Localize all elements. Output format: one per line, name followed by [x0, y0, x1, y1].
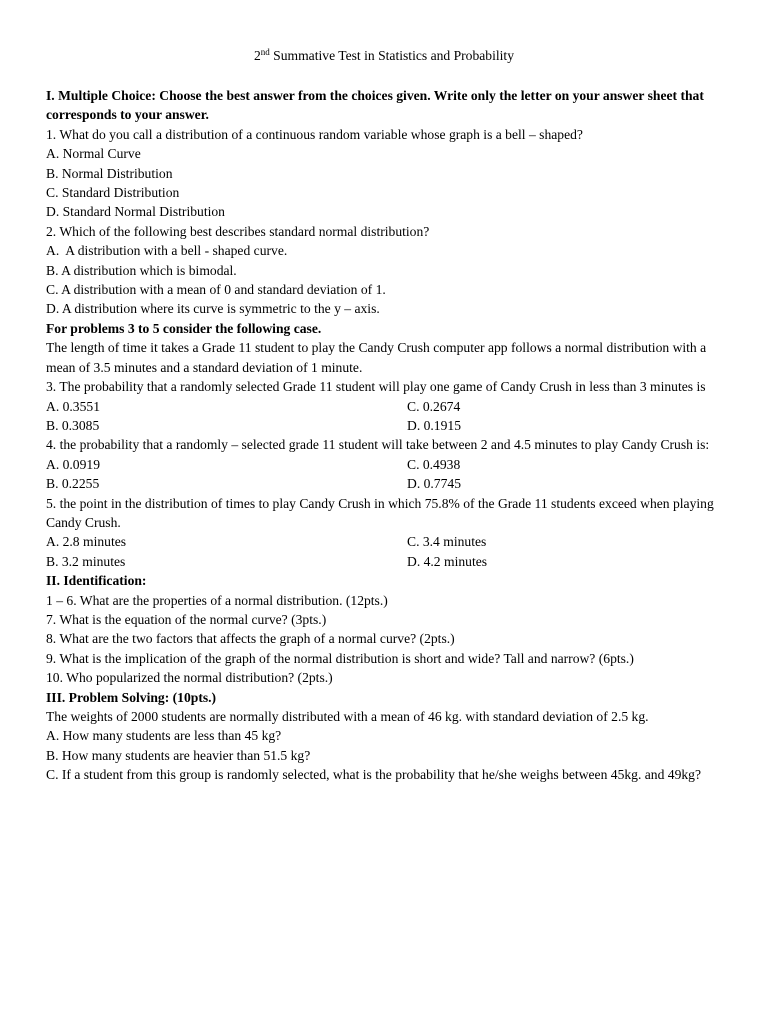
part2-heading: II. Identification:	[46, 573, 147, 589]
q2-choice-c: C. A distribution with a mean of 0 and standard deviation of 1.	[46, 282, 386, 298]
case-text: The length of time it takes a Grade 11 student to play the Candy Crush computer app follows a normal distribution with a mean of 3.5 minutes and a standard deviation of 1 minute.	[46, 340, 707, 375]
q5-choices-row-1	[46, 532, 726, 551]
q2-text: 2. Which of the following best describes standard normal distribution?	[46, 223, 430, 239]
identification-item: 10. Who popularized the normal distribution? (2pts.)	[46, 670, 333, 686]
part3-heading: III. Problem Solving: (10pts.)	[46, 689, 217, 705]
problem-item: A. How many students are less than 45 kg?	[46, 728, 282, 744]
q3-text: 3. The probability that a randomly selected Grade 11 student will play one game of Candy Crush in less than 3 minutes is	[46, 379, 706, 395]
problem-item: C. If a student from this group is randomly selected, what is the probability that he/she weighs between 45kg. and 49kg?	[46, 767, 702, 783]
problem-intro: The weights of 2000 students are normally distributed with a mean of 46 kg. with standard deviation of 2.5 kg.	[46, 709, 649, 724]
title-ordinal: 2	[253, 48, 261, 63]
document-body	[46, 86, 726, 785]
q2-choice-b: B. A distribution which is bimodal.	[46, 262, 237, 278]
q5-choice-a: A. 2.8 minutes	[46, 534, 127, 550]
title-text: Summative Test in Statistics and Probability	[269, 48, 515, 63]
q5-choice-c: C. 3.4 minutes	[407, 534, 487, 550]
q3-choices-row-2	[46, 416, 726, 435]
problem-item: B. How many students are heavier than 51.5 kg?	[46, 747, 311, 763]
q5-choices-row-2	[46, 552, 726, 571]
q5-text: 5. the point in the distribution of times to play Candy Crush in which 75.8% of the Grade 11 students exceed when playing Candy Crush.	[46, 495, 714, 530]
part1-heading: I. Multiple Choice: Choose the best answer from the choices given. Write only the letter on your answer sheet that corresponds to your answer.	[46, 88, 704, 123]
identification-item: 1 – 6. What are the properties of a normal distribution. (12pts.)	[46, 592, 388, 608]
q3-choice-c: C. 0.2674	[407, 398, 461, 414]
q1-choice-c: C. Standard Distribution	[46, 185, 180, 201]
q3-choice-b: B. 0.3085	[46, 417, 100, 433]
case-heading: For problems 3 to 5 consider the following case.	[46, 320, 322, 336]
q5-choice-b: B. 3.2 minutes	[46, 553, 126, 569]
q4-choice-c: C. 0.4938	[407, 456, 461, 472]
q4-choices-row-1	[46, 455, 726, 474]
title-suffix: nd	[260, 47, 270, 57]
identification-item: 8. What are the two factors that affects the graph of a normal curve? (2pts.)	[46, 631, 455, 647]
q2-choice-d: D. A distribution where its curve is symmetric to the y – axis.	[46, 301, 380, 317]
q3-choices-row-1	[46, 397, 726, 416]
identification-item: 9. What is the implication of the graph of the normal distribution is short and wide? Tall and narrow? (6pts.)	[46, 650, 634, 666]
q1-choice-d: D. Standard Normal Distribution	[46, 204, 225, 220]
q5-choice-d: D. 4.2 minutes	[407, 553, 488, 569]
q3-choice-a: A. 0.3551	[46, 398, 100, 414]
q4-choice-a: A. 0.0919	[46, 456, 100, 472]
q4-choice-d: D. 0.7745	[407, 476, 461, 492]
q3-choice-d: D. 0.1915	[407, 417, 461, 433]
q4-choices-row-2	[46, 474, 726, 493]
q1-text: 1. What do you call a distribution of a continuous random variable whose graph is a bell – shaped?	[46, 126, 583, 142]
q1-choice-a: A. Normal Curve	[46, 146, 141, 162]
q4-choice-b: B. 0.2255	[46, 476, 100, 492]
identification-item: 7. What is the equation of the normal curve? (3pts.)	[46, 611, 327, 627]
q2-choice-a: A. A distribution with a bell - shaped curve.	[46, 243, 288, 259]
q1-choice-b: B. Normal Distribution	[46, 165, 173, 181]
q4-text: 4. the probability that a randomly – selected grade 11 student will take between 2 and 4.5 minutes to play Candy Crush is:	[46, 437, 710, 453]
document-title	[0, 46, 768, 65]
